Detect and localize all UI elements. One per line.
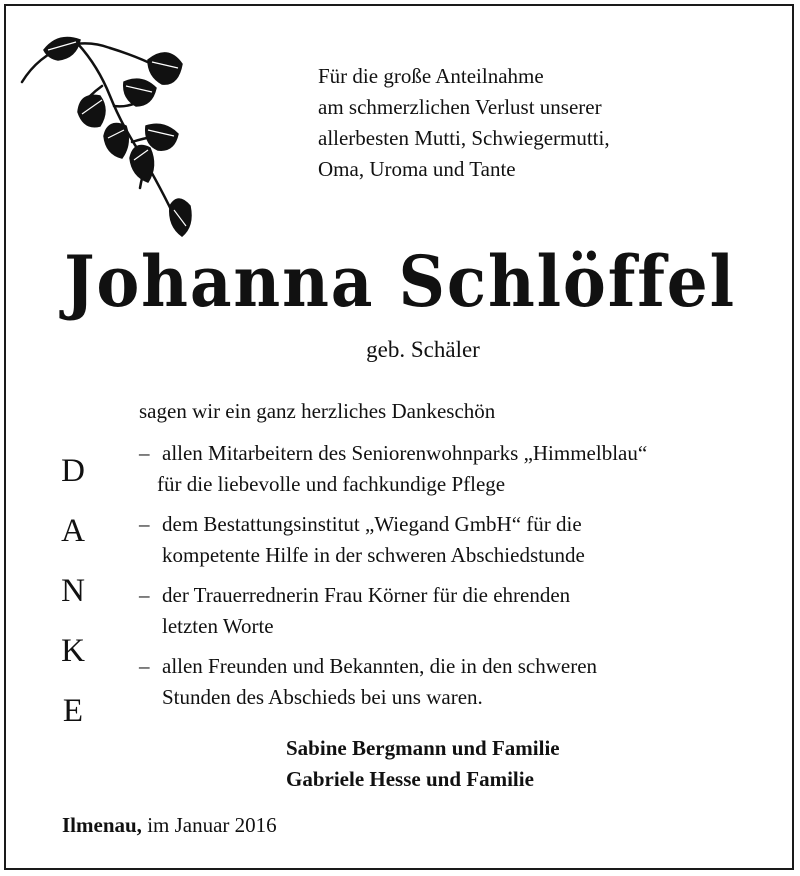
leaf-branch-icon: [18, 26, 208, 246]
item-line: allen Freunden und Bekannten, die in den schweren: [162, 654, 598, 678]
intro-line: Oma, Uroma und Tante: [318, 157, 516, 181]
item-line: allen Mitarbeitern des Seniorenwohnparks „Himmelblau“: [162, 441, 648, 465]
signatures: [286, 733, 560, 795]
item-line: der Trauerrednerin Frau Körner für die ehrenden: [162, 583, 571, 607]
danke-letter: D: [61, 453, 85, 489]
date: im Januar 2016: [147, 813, 277, 837]
danke-vertical: [56, 441, 90, 741]
list-item: [139, 651, 779, 713]
signature-line: Sabine Bergmann und Familie: [286, 736, 560, 760]
item-line: kompetente Hilfe in der schweren Abschiedstunde: [162, 543, 585, 567]
item-line: letzten Worte: [162, 614, 274, 638]
danke-letter: N: [61, 573, 85, 609]
item-line: dem Bestattungsinstitut „Wiegand GmbH“ für die: [162, 512, 582, 536]
danke-letter: K: [61, 633, 85, 669]
intro-line: am schmerzlichen Verlust unserer: [318, 95, 602, 119]
item-line: für die liebevolle und fachkundige Pflege: [157, 472, 506, 496]
birth-name: geb. Schäler: [366, 337, 480, 362]
danke-letter: E: [62, 693, 84, 729]
list-item: [139, 509, 779, 571]
intro-line: Für die große Anteilnahme: [318, 64, 544, 88]
dash-bullet: –: [139, 441, 150, 465]
item-line: Stunden des Abschieds bei uns waren.: [162, 685, 483, 709]
intro-line: allerbesten Mutti, Schwiegermutti,: [318, 126, 610, 150]
place-date: [62, 813, 277, 838]
danke-letter: A: [61, 513, 85, 549]
list-item: [139, 438, 779, 500]
dash-bullet: –: [139, 583, 150, 607]
dash-bullet: –: [139, 654, 150, 678]
thanks-intro: sagen wir ein ganz herzliches Dankeschön: [139, 399, 496, 423]
place: Ilmenau,: [62, 813, 142, 837]
list-item: [139, 580, 779, 642]
thanks-list: [139, 438, 779, 722]
signature-line: Gabriele Hesse und Familie: [286, 767, 534, 791]
dash-bullet: –: [139, 512, 150, 536]
deceased-name: Johanna Schlöffel: [64, 240, 736, 323]
intro-text: [318, 61, 610, 185]
